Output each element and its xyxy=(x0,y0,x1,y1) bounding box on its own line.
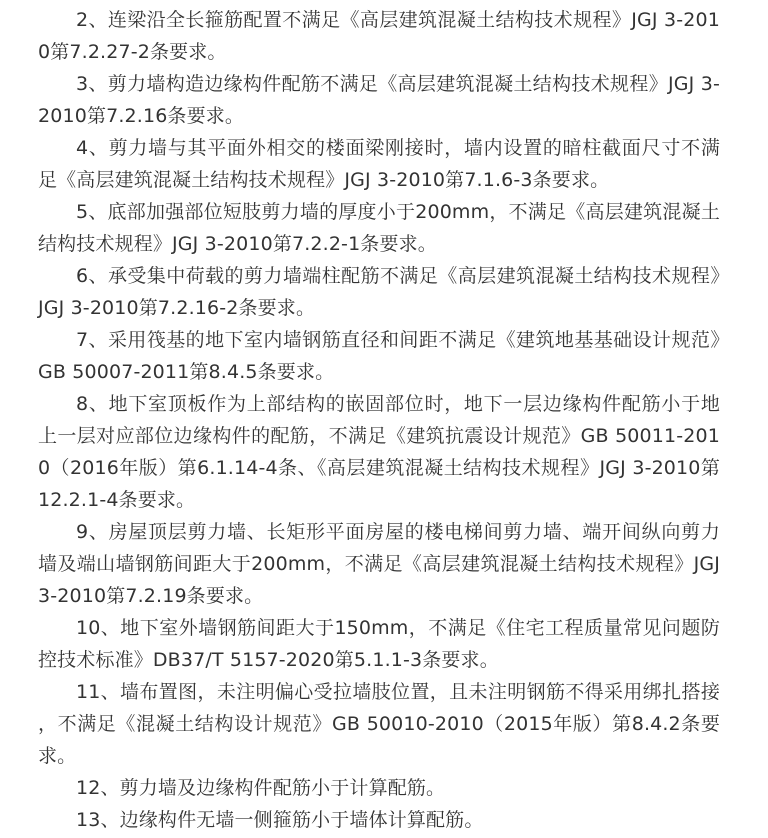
paragraph-item-7: 7、采用筏基的地下室内墙钢筋直径和间距不满足《建筑地基基础设计规范》GB 50007-2011第8.4.5条要求。 xyxy=(38,329,720,383)
document-body xyxy=(38,4,720,836)
paragraph-item-5: 5、底部加强部位短肢剪力墙的厚度小于200mm，不满足《高层建筑混凝土结构技术规程》JGJ 3-2010第7.2.2-1条要求。 xyxy=(38,201,720,255)
paragraph-item-13: 13、边缘构件无墙一侧箍筋小于墙体计算配筋。 xyxy=(76,809,484,831)
paragraph-item-11: 11、墙布置图，未注明偏心受拉墙肢位置，且未注明钢筋不得采用绑扎搭接，不满足《混凝土结构设计规范》GB 50010-2010（2015年版）第8.4.2条要求。 xyxy=(38,681,720,767)
paragraph-item-9: 9、房屋顶层剪力墙、长矩形平面房屋的楼电梯间剪力墙、端开间纵向剪力墙及端山墙钢筋间距大于200mm，不满足《高层建筑混凝土结构技术规程》JGJ 3-2010第7.2.19条要求。 xyxy=(38,521,720,607)
paragraph-item-10: 10、地下室外墙钢筋间距大于150mm，不满足《住宅工程质量常见问题防控技术标准》DB37/T 5157-2020第5.1.1-3条要求。 xyxy=(38,617,720,671)
paragraph-item-2: 2、连梁沿全长箍筋配置不满足《高层建筑混凝土结构技术规程》JGJ 3-2010第7.2.27-2条要求。 xyxy=(38,9,720,63)
paragraph-item-4: 4、剪力墙与其平面外相交的楼面梁刚接时，墙内设置的暗柱截面尺寸不满足《高层建筑混凝土结构技术规程》JGJ 3-2010第7.1.6-3条要求。 xyxy=(38,137,720,191)
paragraph-item-3: 3、剪力墙构造边缘构件配筋不满足《高层建筑混凝土结构技术规程》JGJ 3-2010第7.2.16条要求。 xyxy=(38,73,720,127)
paragraph-item-6: 6、承受集中荷载的剪力墙端柱配筋不满足《高层建筑混凝土结构技术规程》JGJ 3-2010第7.2.16-2条要求。 xyxy=(38,265,720,319)
paragraph-item-8: 8、地下室顶板作为上部结构的嵌固部位时，地下一层边缘构件配筋小于地上一层对应部位边缘构件的配筋，不满足《建筑抗震设计规范》GB 50011-2010（2016年版）第6.1.14-4条、《高层建筑混凝土结构技术规程》JGJ 3-2010第12.2.1-4条要求。 xyxy=(38,393,720,511)
paragraph-item-12: 12、剪力墙及边缘构件配筋小于计算配筋。 xyxy=(76,777,446,799)
